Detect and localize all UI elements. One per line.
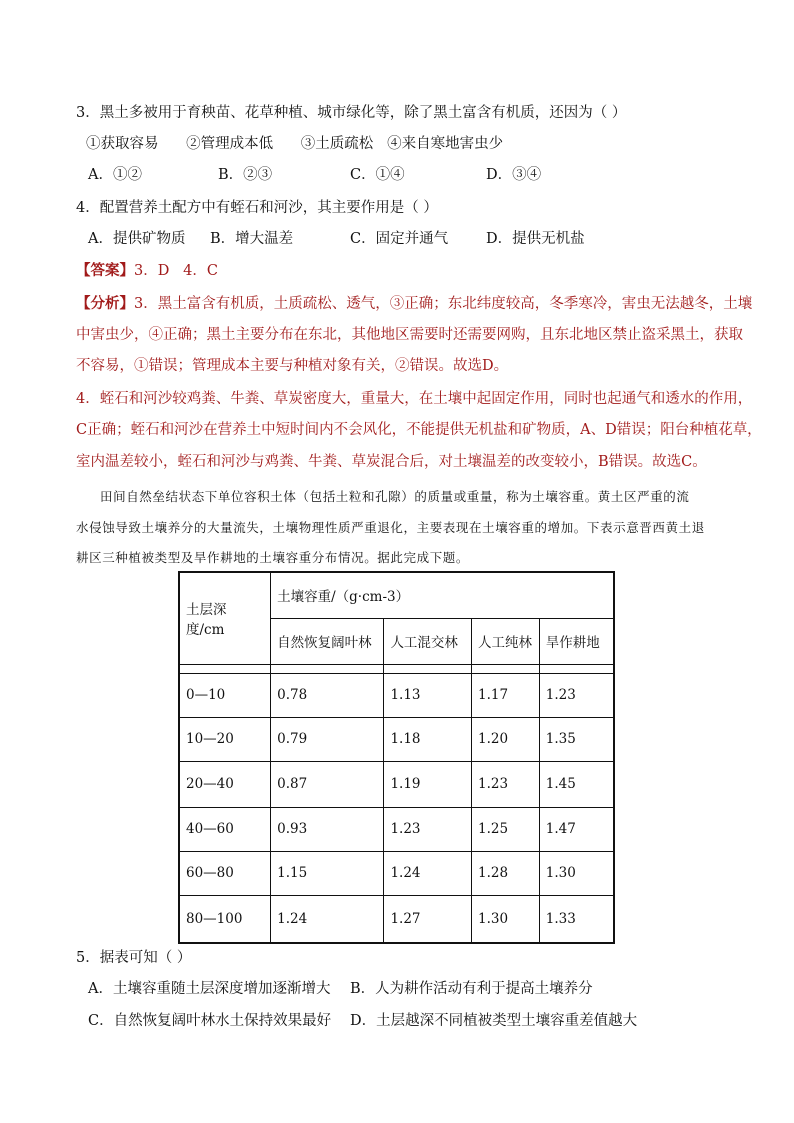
column-header: 人工混交林 [384,618,472,664]
table-cell: 1.25 [472,807,540,851]
table-cell: 0.79 [271,717,384,761]
q4-option-a: A．提供矿物质 [88,231,186,247]
table-row [179,673,614,717]
table-cell: 0.78 [271,673,384,717]
answer-label: 【答案】 [76,262,134,279]
answer-text: 3．D 4．C [134,263,218,279]
analysis-line-2: 中害虫少，④正确；黑土主要分布在东北，其他地区需要时还需要网购，且东北地区禁止盗采黑土，获取 [76,327,743,343]
q5-option-a: A．土壤容重随土层深度增加逐渐增大 [88,981,331,997]
table-row [179,807,614,851]
table-cell: 1.19 [384,761,472,807]
analysis-label: 【分析】 [76,295,134,312]
table-cell: 1.20 [472,717,540,761]
table-cell: 1.27 [384,895,472,943]
analysis-line-3: 不容易，①错误；管理成本主要与种植对象有关，②错误。故选D。 [76,358,509,374]
q4-option-d: D．提供无机盐 [486,231,585,247]
table-cell: 1.45 [539,761,614,807]
table-cell: 20—40 [179,761,271,807]
table-cell: 1.33 [539,895,614,943]
analysis-line-4: 4．蛭石和河沙较鸡粪、牛粪、草炭密度大，重量大，在土壤中起固定作用，同时也起通气和透水的作用， [76,391,753,407]
table-row [179,717,614,761]
q3-items: ①获取容易 ②管理成本低 ③土质疏松 ④来自寒地害虫少 [86,136,504,152]
table-cell: 1.15 [271,851,384,895]
table-cell: 1.17 [472,673,540,717]
analysis-text-1: 3．黑土富含有机质，土质疏松、透气，③正确；东北纬度较高，冬季寒冷，害虫无法越冬，土壤 [134,296,753,312]
table-cell: 40—60 [179,807,271,851]
analysis-line-5: C正确；蛭石和河沙在营养土中短时间内不会风化，不能提供无机盐和矿物质，A、D错误；阳台种植花草， [76,422,762,438]
density-group-header: 土壤容重/（g·cm-3） [271,572,614,618]
q4-option-c: C．固定并通气 [350,231,449,247]
q5-option-b: B．人为耕作活动有利于提高土壤养分 [350,981,593,997]
table-cell: 10—20 [179,717,271,761]
passage-line-1: 田间自然垒结状态下单位容积土体（包括土粒和孔隙）的质量或重量，称为土壤容重。黄土区严重的流 [100,489,690,504]
table-row [179,761,614,807]
table-cell: 1.23 [539,673,614,717]
q3-option-c: C．①④ [350,167,405,183]
passage-line-3: 耕区三种植被类型及旱作耕地的土壤容重分布情况。据此完成下题。 [76,550,470,565]
table-cell: 1.13 [384,673,472,717]
q3-question: 3．黑土多被用于育秧苗、花草种植、城市绿化等，除了黑土富含有机质，还因为（ ） [76,105,627,121]
soil-bulk-density-table [178,571,615,944]
q4-question: 4．配置营养土配方中有蛭石和河沙，其主要作用是（ ） [76,200,438,216]
table-cell: 1.30 [539,851,614,895]
column-header: 自然恢复阔叶林 [271,618,384,664]
table-cell: 1.35 [539,717,614,761]
q4-option-b: B．增大温差 [210,231,294,247]
table-cell: 1.28 [472,851,540,895]
table-cell: 1.30 [472,895,540,943]
table-row [179,851,614,895]
table-cell: 1.24 [384,851,472,895]
passage-line-2: 水侵蚀导致土壤养分的大量流失，土壤物理性质严重退化，主要表现在土壤容重的增加。下表示意晋西黄土退 [76,520,705,535]
analysis-line-1 [76,294,752,314]
q5-option-c: C．自然恢复阔叶林水土保持效果最好 [88,1013,332,1029]
q3-option-b: B．②③ [218,167,273,183]
analysis-line-6: 室内温差较小，蛭石和河沙与鸡粪、牛粪、草炭混合后，对土壤温差的改变较小，B错误。故选C。 [76,454,707,470]
q3-option-d: D．③④ [486,167,542,183]
q3-option-a: A．①② [88,167,142,183]
table-cell: 1.23 [384,807,472,851]
depth-header: 土层深度/cm [179,572,271,664]
q5-question: 5．据表可知（ ） [76,950,192,966]
table-cell: 1.47 [539,807,614,851]
column-header: 旱作耕地 [539,618,614,664]
table-cell: 60—80 [179,851,271,895]
column-header: 人工纯林 [472,618,540,664]
table-row [179,895,614,943]
table-cell: 80—100 [179,895,271,943]
table-cell: 0.93 [271,807,384,851]
table-cell: 1.24 [271,895,384,943]
table-cell: 0.87 [271,761,384,807]
answer-line [76,261,218,281]
table-cell: 0—10 [179,673,271,717]
q5-option-d: D．土层越深不同植被类型土壤容重差值越大 [350,1013,638,1029]
table-cell: 1.23 [472,761,540,807]
table-cell: 1.18 [384,717,472,761]
